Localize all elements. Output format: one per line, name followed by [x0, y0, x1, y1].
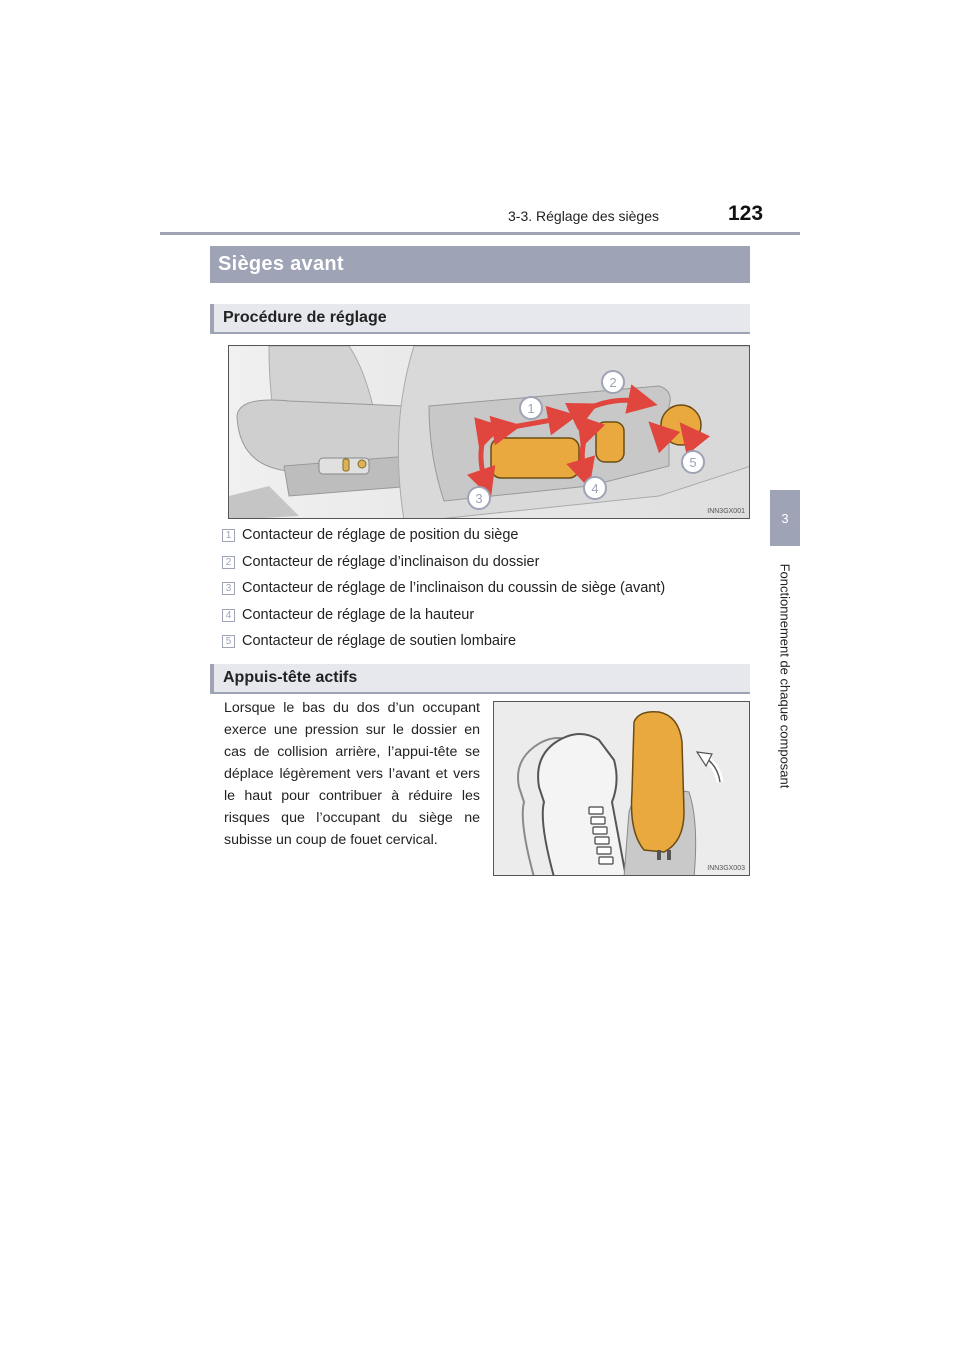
- active-headrest-drawing: [494, 702, 750, 876]
- active-headrest-illustration: [493, 701, 750, 876]
- body-paragraph: Lorsque le bas du dos d’un occupant exerce une pression sur le dossier en cas de collision arrière, l’appui-tête se déplace légèrement vers l’avant et vers le haut pour contribuer à réduire les risques que l’occupant du siège ne subisse un coup de fouet cervical.: [224, 700, 480, 848]
- chapter-tab: 3: [770, 490, 800, 546]
- seat-controls-illustration: [228, 345, 750, 519]
- list-number: 4: [222, 609, 235, 622]
- section-title: Sièges avant: [210, 246, 750, 283]
- callout-4: 4: [583, 476, 607, 500]
- list-text: Contacteur de réglage de position du siège: [242, 527, 519, 543]
- header-rule: [160, 232, 800, 235]
- list-text: Contacteur de réglage de soutien lombaire: [242, 633, 517, 649]
- list-text: Contacteur de réglage de la hauteur: [242, 607, 475, 623]
- page-number: 123: [728, 202, 764, 225]
- chapter-tab-label: Fonctionnement de chaque composant: [777, 563, 793, 789]
- list-text: Contacteur de réglage d’inclinaison du dossier: [242, 554, 540, 570]
- list-number: 5: [222, 635, 235, 648]
- list-item: [222, 577, 665, 599]
- list-text: Contacteur de réglage de l’inclinaison du coussin de siège (avant): [242, 580, 666, 596]
- list-item: [222, 604, 474, 626]
- list-item: [222, 551, 539, 573]
- callout-1: 1: [519, 396, 543, 420]
- list-number: 2: [222, 556, 235, 569]
- callout-5: 5: [681, 450, 705, 474]
- list-number: 1: [222, 529, 235, 542]
- subsection-title-headrests: Appuis-tête actifs: [210, 664, 750, 692]
- figure-code: INN3GX003: [707, 865, 745, 872]
- list-number: 3: [222, 582, 235, 595]
- callout-3: 3: [467, 486, 491, 510]
- figure-code: INN3GX001: [707, 508, 745, 515]
- subsection-title-procedure: Procédure de réglage: [210, 304, 750, 332]
- callout-2: 2: [601, 370, 625, 394]
- list-item: [222, 630, 516, 652]
- running-header-section: 3-3. Réglage des sièges: [508, 208, 659, 224]
- list-item: [222, 524, 519, 546]
